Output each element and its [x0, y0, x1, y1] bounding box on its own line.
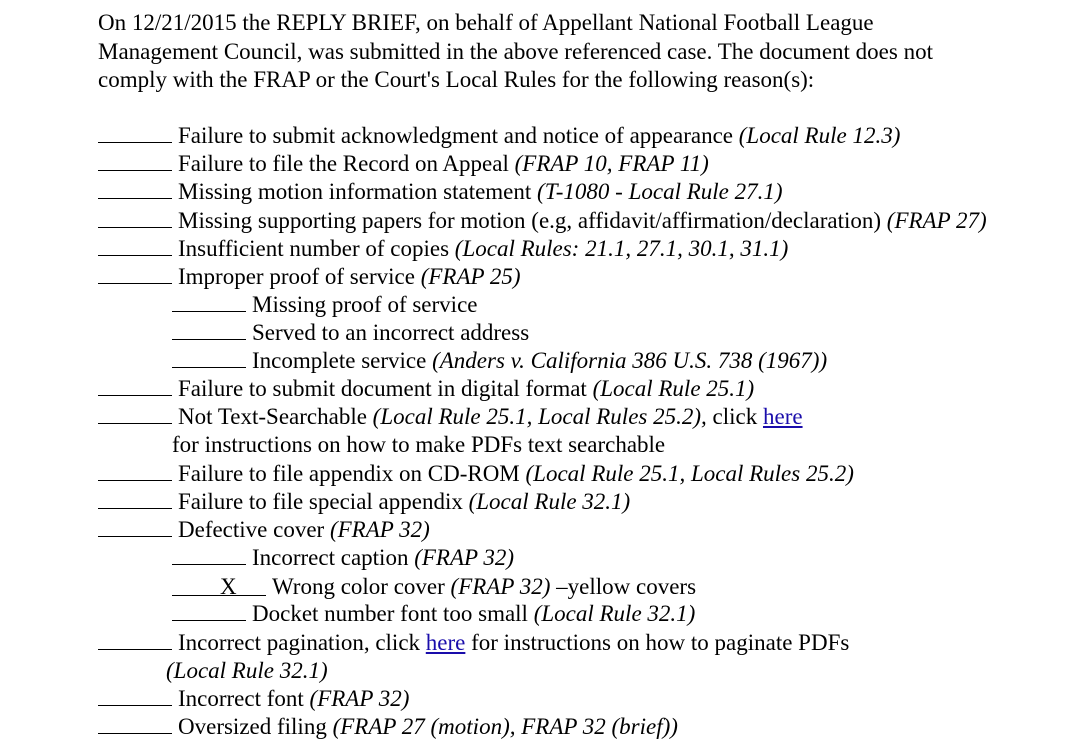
item-citation: (FRAP 27 (motion), FRAP 32 (brief))	[332, 714, 678, 739]
deficiency-subitem-docket-font	[172, 600, 695, 628]
item-label: Failure to file special appendix	[178, 489, 463, 514]
intro-line-3: comply with the FRAP or the Court's Local Rules for the following reason(s):	[98, 67, 815, 92]
item-click-text: click	[706, 404, 763, 429]
checkbox-blank	[98, 207, 172, 228]
item-citation: (Local Rule 25.1, Local Rules 25.2)	[525, 461, 854, 486]
item-citation: (Local Rule 12.3)	[738, 123, 901, 148]
deficiency-item-copies	[98, 235, 788, 263]
item-citation: (Local Rule 32.1)	[533, 601, 696, 626]
text-searchable-help-link[interactable]: here	[762, 404, 803, 429]
checkbox-blank	[172, 544, 246, 565]
deficiency-item-oversized-filing	[98, 713, 678, 741]
deficiency-item-supporting-papers	[98, 207, 987, 235]
checkbox-blank	[98, 150, 172, 171]
item-label: Missing motion information statement	[178, 179, 532, 204]
deficiency-item-motion-statement	[98, 178, 783, 206]
item-label: Incomplete service	[252, 348, 427, 373]
item-note: –yellow covers	[550, 574, 697, 599]
checkbox-blank	[98, 403, 172, 424]
deficiency-subitem-incorrect-address	[172, 319, 529, 347]
deficiency-subitem-wrong-color-cover	[172, 572, 696, 601]
checkbox-blank	[98, 178, 172, 199]
checkbox-blank	[98, 263, 172, 284]
deficiency-subitem-incorrect-caption	[172, 544, 514, 572]
checkbox-blank	[98, 235, 172, 256]
checkbox-blank	[98, 460, 172, 481]
pagination-citation: (Local Rule 32.1)	[166, 658, 328, 683]
checkbox-blank	[98, 375, 172, 396]
item-label: Oversized filing	[178, 714, 327, 739]
deficiency-item-incorrect-font	[98, 685, 409, 713]
deficiency-item-text-searchable	[98, 403, 803, 431]
deficiency-item-cd-rom	[98, 460, 854, 488]
item-label: Docket number font too small	[252, 601, 528, 626]
pagination-help-link[interactable]: here	[425, 630, 466, 655]
item-citation: (FRAP 25)	[420, 264, 521, 289]
checkbox-blank	[172, 600, 246, 621]
item-label: Incorrect caption	[252, 545, 409, 570]
item-label: Missing proof of service	[252, 292, 478, 317]
checkbox-blank	[98, 685, 172, 706]
deficiency-item-proof-of-service	[98, 263, 521, 291]
intro-line-2: Management Council, was submitted in the above referenced case. The document does not	[98, 38, 933, 64]
deficiency-item-digital-format	[98, 375, 754, 403]
item-after-text: for instructions on how to paginate PDFs	[465, 630, 850, 655]
item-citation: (FRAP 32)	[414, 545, 515, 570]
item-citation: (Local Rules: 21.1, 27.1, 30.1, 31.1)	[454, 236, 789, 261]
item-label: Not Text-Searchable	[178, 404, 367, 429]
item-citation: (T-1080 - Local Rule 27.1)	[537, 179, 783, 204]
item-citation: (Local Rule 25.1, Local Rules 25.2),	[372, 404, 707, 429]
item-label: Failure to submit document in digital format	[178, 376, 587, 401]
checkbox-blank	[98, 488, 172, 509]
item-label: Incorrect font	[178, 686, 304, 711]
checkbox-blank	[98, 713, 172, 734]
checkbox-blank	[172, 291, 246, 312]
item-citation: (Local Rule 32.1)	[468, 489, 631, 514]
item-label: Served to an incorrect address	[252, 320, 530, 345]
checkbox-blank	[172, 319, 246, 340]
checkbox-blank	[98, 629, 172, 650]
deficiency-item-acknowledgment	[98, 122, 900, 150]
item-citation: (Anders v. California 386 U.S. 738 (1967))	[432, 348, 828, 373]
item-label: Defective cover	[178, 517, 325, 542]
item-label: Failure to submit acknowledgment and notice of appearance	[178, 123, 733, 148]
item-citation: (FRAP 27)	[886, 208, 987, 233]
deficiency-subitem-missing-proof	[172, 291, 478, 319]
checkbox-blank	[172, 347, 246, 368]
deficiency-item-record-on-appeal	[98, 150, 709, 178]
checkbox-blank	[98, 122, 172, 143]
deficiency-item-special-appendix	[98, 488, 630, 516]
item-label: Improper proof of service	[178, 264, 415, 289]
deficiency-subitem-incomplete-service	[172, 347, 827, 375]
item-citation: (FRAP 32)	[450, 574, 551, 599]
item-citation: (FRAP 32)	[309, 686, 410, 711]
deficiency-item-defective-cover	[98, 516, 430, 544]
deficiency-item-pagination	[98, 629, 849, 657]
x-mark: X	[220, 574, 237, 599]
item-citation: (FRAP 10, FRAP 11)	[514, 151, 709, 176]
intro-line-1: On 12/21/2015 the REPLY BRIEF, on behalf of Appellant National Football League	[98, 10, 874, 35]
checkbox-blank	[98, 516, 172, 537]
notice-intro	[98, 9, 1058, 95]
item-citation: (Local Rule 25.1)	[592, 376, 755, 401]
item-label: Failure to file the Record on Appeal	[178, 151, 509, 176]
item-label: Failure to file appendix on CD-ROM	[178, 461, 520, 486]
item-citation: (FRAP 32)	[329, 517, 430, 542]
item-label: Missing supporting papers for motion (e.g, affidavit/affirmation/declaration)	[178, 208, 882, 233]
item-label: Insufficient number of copies	[178, 236, 450, 261]
text-searchable-instructions: for instructions on how to make PDFs text searchable	[172, 432, 666, 457]
item-label: Incorrect pagination, click	[178, 630, 421, 655]
checkbox-marked	[172, 572, 266, 599]
item-label: Wrong color cover	[272, 574, 445, 599]
